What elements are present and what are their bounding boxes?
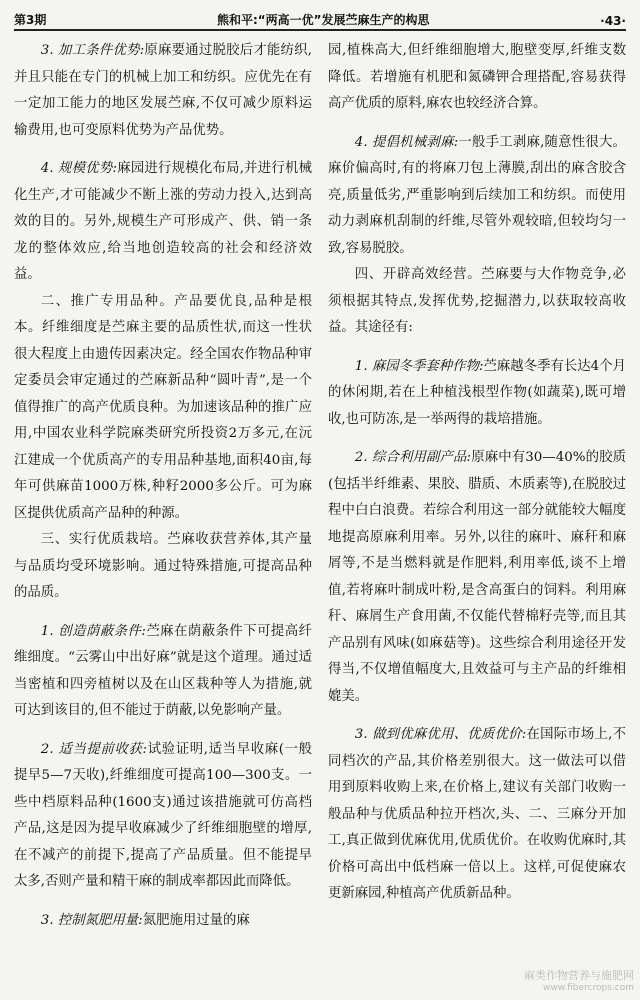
paragraph <box>328 38 626 118</box>
paragraph-lead: 1. 创造荫蔽条件: <box>40 623 146 639</box>
article-body <box>14 38 626 968</box>
paragraph-text: 原麻要通过脱胶后才能纺织,并且只能在专门的机械上加工和纺织。应优先在有一定加工能力的地区发展苎麻,不仅可减少原料运输费用,也可变原料优势为产品优势。 <box>14 43 312 138</box>
paragraph-lead: 4. 提倡机械剥麻: <box>354 134 459 150</box>
running-title: 熊和平:“两高一优”发展苎麻生产的构思 <box>216 13 430 27</box>
paragraph-text: 在国际市场上,不同档次的产品,其价格差别很大。这一做法可以借用到原料收购上来,在价格上,建议有关部门收购一般品种与优质品种拉开档次,头、二、三麻分开加工,真正做到优麻优用,优质优价。在收购优麻时,其价格可高出中低档麻一倍以上。这样,可促使麻农更新麻园,种植高产优质新品种。 <box>328 727 626 901</box>
paragraph-lead: 2. 综合利用副产品: <box>354 450 472 465</box>
paragraph-text: 四、开辟高效经营。苎麻要与大作物竞争,必须根据其特点,发挥优势,挖掘潜力,以获取较高收益。其途径有: <box>328 267 626 335</box>
paragraph-text: 麻园进行规模化布局,并进行机械化生产,才可能减少不断上涨的劳动力投入,达到高效的目的。另外,规模生产可形成产、供、销一条龙的整体效应,给当地创造较高的社会和经济效益。 <box>14 161 312 282</box>
paragraph-text: 原麻中有30—40%的胶质(包括半纤维素、果胶、腊质、木质素等),在脱胶过程中白白浪费。若综合利用这一部分就能较大幅度地提高原麻利用率。另外,以往的麻叶、麻秆和麻屑等,不是当燃料就是作肥料,利用率低,谈不上增值,若将麻叶制成叶粉,是含高蛋白的饲料。利用麻秆、麻屑生产食用菌,不仅能代替棉籽壳等,而且其产品别有风味(如麻菇等)。这些综合利用途径开发得当,不仅增值幅度大,且效益可与主产品的纤维相媲美。 <box>328 450 626 704</box>
paragraph <box>328 722 626 908</box>
paragraph-lead: 3. 做到优麻优用、优质优价: <box>354 727 527 742</box>
paragraph-text: 苎麻在荫蔽条件下可提高纤维细度。“云雾山中出好麻”就是这个道理。通过适当密植和四旁植树以及在山区栽种等人为措施,就可达到该目的,但不能过于荫蔽,以免影响产量。 <box>14 623 313 718</box>
paragraph <box>328 445 626 710</box>
paragraph-text: 试验证明,适当早收麻(一般提早5—7天收),纤维细度可提高100—300支。一些中档原料品种(1600支)通过该措施就可仿高档产品,这是因为提早收麻减少了纤维细胞壁的增厚,在不减产的前提下,提高了产品质量。但不能提早太多,否则产量和精干麻的制成率都因此而降低。 <box>14 741 313 889</box>
paragraph <box>14 156 312 289</box>
paragraph-lead: 1. 麻园冬季套种作物: <box>354 358 484 374</box>
page-header <box>14 6 626 28</box>
paragraph-text: 三、实行优质栽培。苎麻收获营养体,其产量与品质均受环境影响。通过特殊措施,可提高品种的品质。 <box>14 532 312 600</box>
paragraph-text: 氮肥施用过量的麻 <box>142 912 250 928</box>
paragraph <box>14 619 312 725</box>
page-number: ·43· <box>600 14 626 28</box>
paragraph-text: 一般手工剥麻,随意性很大。麻价偏高时,有的将麻刀包上薄膜,刮出的麻含胶含亮,质量低劣,严重影响到后续加工和纺织。而使用动力剥麻机刮制的纤维,尽管外观较暗,但较均匀一致,容易脱胶。 <box>328 134 626 256</box>
header-rule <box>14 29 626 31</box>
right-column <box>328 38 626 968</box>
paragraph <box>14 527 312 607</box>
paragraph <box>14 737 312 896</box>
paragraph <box>14 908 312 935</box>
paragraph-lead: 3. 加工条件优势: <box>40 43 145 58</box>
paragraph <box>328 130 626 263</box>
watermark-site-name: 麻类作物营养与施肥网 <box>524 969 634 982</box>
issue-number: 第3期 <box>14 13 47 27</box>
paragraph <box>14 289 312 528</box>
paragraph-text: 二、推广专用品种。产品要优良,品种是根本。纤维细度是苎麻主要的品质性状,而这一性状很大程度上由遗传因素决定。经全国农作物品种审定委员会审定通过的苎麻新品种“圆叶青”,是一个值得推广的高产优质良种。为加速该品种的推广应用,中国农业科学院麻类研究所投资2万多元,在沅江建成一个优质高产的专用品种基地,面积40亩,每年可供麻苗1000万株,种籽2000多公斤。可为麻区提供优质高产品种的种源。 <box>14 293 312 521</box>
paragraph-text: 苎麻越冬季有长达4个月的休闲期,若在上种植浅根型作物(如蔬菜),既可增收,也可防冻,是一举两得的栽培措施。 <box>328 358 626 427</box>
paragraph <box>14 38 312 144</box>
paragraph <box>328 354 626 434</box>
paragraph-lead: 2. 适当提前收获: <box>40 741 148 757</box>
watermark-url: www.fibercrops.com <box>543 983 634 993</box>
paragraph <box>328 262 626 342</box>
left-column <box>14 38 312 968</box>
site-watermark <box>524 970 634 994</box>
paragraph-lead: 4. 规模优势: <box>40 161 117 176</box>
paragraph-lead: 3. 控制氮肥用量: <box>40 912 143 928</box>
paragraph-text: 园,植株高大,但纤维细胞增大,胞壁变厚,纤维支数降低。若增施有机肥和氮磷钾合理搭配,容易获得高产优质的原料,麻农也较经济合算。 <box>328 43 626 111</box>
